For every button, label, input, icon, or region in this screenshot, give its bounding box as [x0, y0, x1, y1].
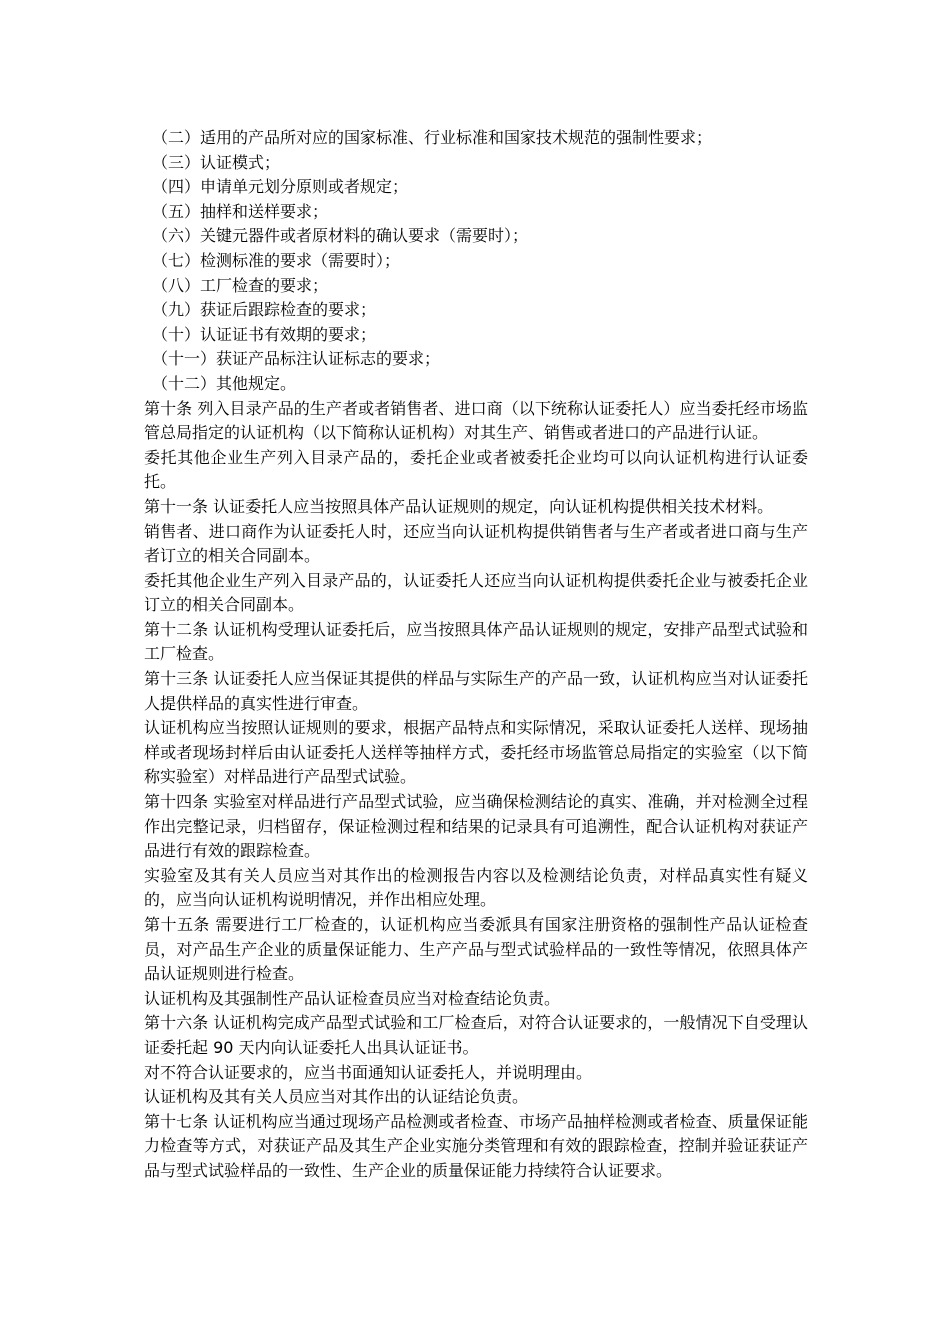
article-15: 第十五条 需要进行工厂检查的，认证机构应当委派具有国家注册资格的强制性产品认证检查员，对产品生产企业的质量保证能力、生产产品与型式试验样品的一致性等情况，依照具体产品认证规则进行检查。: [144, 915, 808, 984]
list-item: （七）检测标准的要求（需要时）；: [152, 250, 401, 270]
list-item: （三）认证模式；: [152, 152, 281, 172]
paragraph: 认证机构及其有关人员应当对其作出的认证结论负责。: [144, 1087, 529, 1107]
list-item: （八）工厂检查的要求；: [152, 275, 329, 295]
paragraph: 认证机构应当按照认证规则的要求，根据产品特点和实际情况，采取认证委托人送样、现场抽样或者现场封样后由认证委托人送样等抽样方式，委托经市场监管总局指定的实验室（以下简称实验室）对样品进行产品型式试验。: [144, 718, 808, 787]
paragraph: 对不符合认证要求的，应当书面通知认证委托人，并说明理由。: [144, 1062, 593, 1082]
paragraph: 认证机构及其强制性产品认证检查员应当对检查结论负责。: [144, 988, 561, 1008]
list-item: （四）申请单元划分原则或者规定；: [152, 177, 409, 197]
list-item: （十二）其他规定。: [152, 373, 297, 393]
article-12: 第十二条 认证机构受理认证委托后，应当按照具体产品认证规则的规定，安排产品型式试验和工厂检查。: [144, 619, 808, 664]
paragraph: 委托其他企业生产列入目录产品的，委托企业或者被委托企业均可以向认证机构进行认证委托。: [144, 447, 808, 492]
list-item: （十一）获证产品标注认证标志的要求；: [152, 349, 441, 369]
document-body: [144, 126, 808, 1184]
article-10: 第十条 列入目录产品的生产者或者销售者、进口商（以下统称认证委托人）应当委托经市场监管总局指定的认证机构（以下简称认证机构）对其生产、销售或者进口的产品进行认证。: [144, 398, 808, 443]
list-item: （五）抽样和送样要求；: [152, 201, 329, 221]
article-14: 第十四条 实验室对样品进行产品型式试验，应当确保检测结论的真实、准确，并对检测全过程作出完整记录，归档留存，保证检测过程和结果的记录具有可追溯性，配合认证机构对获证产品进行有效的跟踪检查。: [144, 792, 808, 861]
article-16: 第十六条 认证机构完成产品型式试验和工厂检查后，对符合认证要求的，一般情况下自受理认证委托起 90 天内向认证委托人出具认证证书。: [144, 1013, 808, 1057]
list-item: （六）关键元器件或者原材料的确认要求（需要时）；: [152, 226, 529, 246]
list-item: （十）认证证书有效期的要求；: [152, 324, 377, 344]
paragraph: 实验室及其有关人员应当对其作出的检测报告内容以及检测结论负责，对样品真实性有疑义的，应当向认证机构说明情况，并作出相应处理。: [144, 865, 808, 910]
article-11: 第十一条 认证委托人应当按照具体产品认证规则的规定，向认证机构提供相关技术材料。: [144, 496, 774, 516]
article-17: 第十七条 认证机构应当通过现场产品检测或者检查、市场产品抽样检测或者检查、质量保证能力检查等方式，对获证产品及其生产企业实施分类管理和有效的跟踪检查，控制并验证获证产品与型式试验样品的一致性、生产企业的质量保证能力持续符合认证要求。: [144, 1111, 808, 1180]
article-13: 第十三条 认证委托人应当保证其提供的样品与实际生产的产品一致，认证机构应当对认证委托人提供样品的真实性进行审查。: [144, 669, 808, 713]
paragraph: 委托其他企业生产列入目录产品的，认证委托人还应当向认证机构提供委托企业与被委托企业订立的相关合同副本。: [144, 570, 808, 615]
list-item: （二）适用的产品所对应的国家标准、行业标准和国家技术规范的强制性要求；: [152, 128, 713, 147]
list-item: （九）获证后跟踪检查的要求；: [152, 300, 377, 320]
paragraph: 销售者、进口商作为认证委托人时，还应当向认证机构提供销售者与生产者或者进口商与生产者订立的相关合同副本。: [144, 521, 808, 566]
